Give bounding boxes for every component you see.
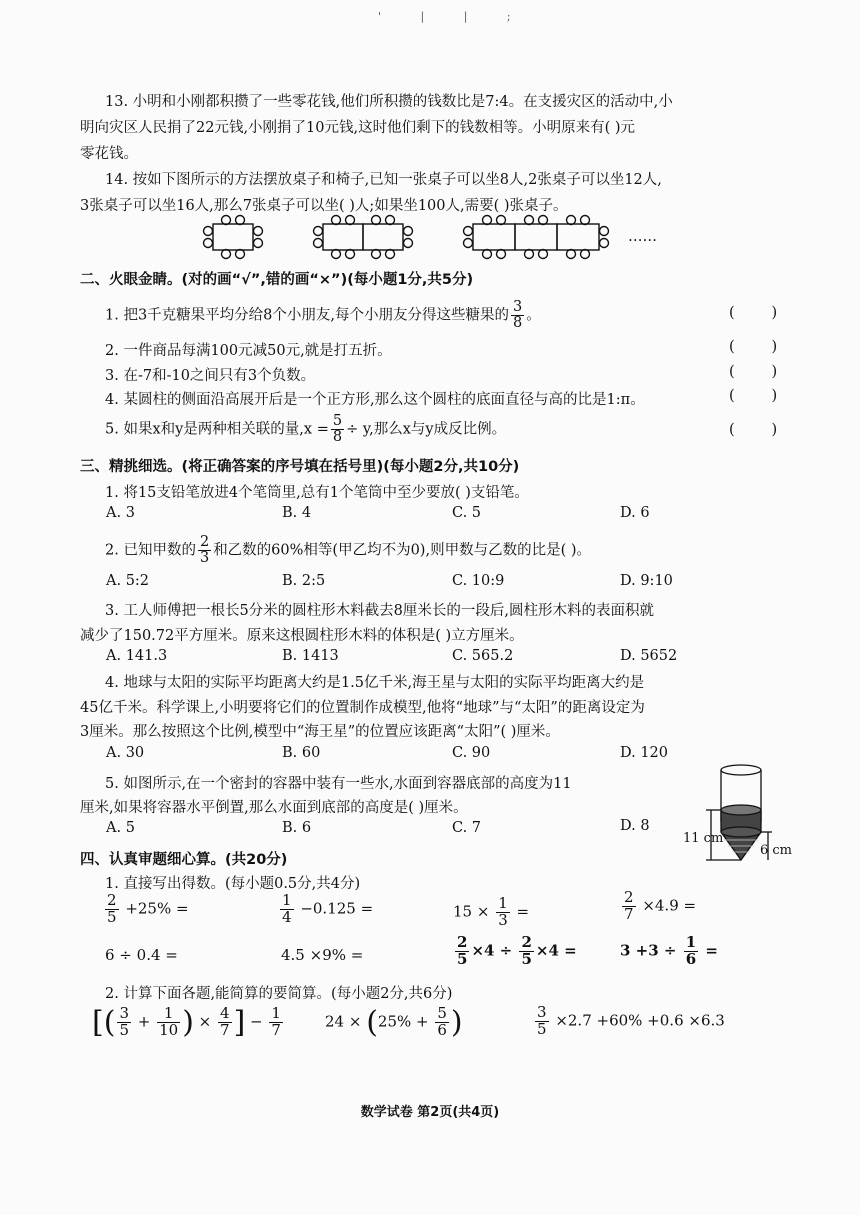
section4-title: 四、认真审题细心算。(共20分) <box>80 852 288 868</box>
option-c[interactable]: C. 565.2 <box>452 648 514 664</box>
fraction: $\frac{5}{8}$ <box>332 413 343 446</box>
option-d[interactable]: D. 120 <box>620 745 669 761</box>
expr-1: [( $\frac{3}{5}$ + $\frac{1}{10}$ ) × $\frac{4}{7}$ ] − $\frac{1}{7}$ <box>92 1004 281 1040</box>
calc-4: $\frac{2}{7}$ ×4.9 = <box>624 888 697 923</box>
expr-2: 24 × (25% + $\frac{5}{6}$ ) <box>325 1004 463 1040</box>
label-6cm: 6 cm <box>760 843 793 858</box>
option-b[interactable]: B. 4 <box>282 505 312 521</box>
label-11cm: 11 cm <box>683 831 724 846</box>
s3-q3-line2: 减少了150.72平方厘米。原来这根圆柱形木料的体积是( )立方厘米。 <box>80 628 524 644</box>
expr-3: $\frac{3}{5}$ ×2.7 +60% +0.6 ×6.3 <box>537 1003 725 1038</box>
q13-line2: 明向灾区人民捐了22元钱,小刚捐了10元钱,这时他们剩下的钱数相等。小明原来有( )元 <box>80 120 636 136</box>
container-figure <box>676 760 796 890</box>
page-footer: 数学试卷 第2页(共4页) <box>360 1105 500 1120</box>
answer-paren[interactable]: ( ) <box>729 364 778 380</box>
option-c[interactable]: C. 5 <box>452 505 482 521</box>
s3-q5-line1: 5. 如图所示,在一个密封的容器中装有一些水,水面到容器底部的高度为11 <box>105 776 572 792</box>
q13-line3: 零花钱。 <box>80 146 138 162</box>
s4-sub1: 1. 直接写出得数。(每小题0.5分,共4分) <box>105 876 361 892</box>
calc-6: 4.5 ×9% = <box>281 946 364 964</box>
calc-8: 3 +3 ÷ $\frac{1}{6}$ = <box>620 933 718 968</box>
calc-1: $\frac{2}{5}$ +25% = <box>107 891 189 926</box>
s3-q5-line2: 厘米,如果将容器水平倒置,那么水面到底部的高度是( )厘米。 <box>80 800 468 816</box>
s4-sub2: 2. 计算下面各题,能简算的要简算。(每小题2分,共6分) <box>105 986 453 1002</box>
option-b[interactable]: B. 60 <box>282 745 321 761</box>
tables-chairs-figure <box>195 214 675 262</box>
s3-q4-line3: 3厘米。那么按照这个比例,模型中“海王星”的位置应该距离“太阳”( )厘米。 <box>80 724 560 740</box>
option-a[interactable]: A. 30 <box>106 745 145 761</box>
top-marks: ' | | ; <box>378 10 529 23</box>
s2-item-2: 2. 一件商品每满100元减50元,就是打五折。 <box>105 343 392 359</box>
option-a[interactable]: A. 5:2 <box>106 573 150 589</box>
option-d[interactable]: D. 8 <box>620 818 650 834</box>
q14-line2: 3张桌子可以坐16人,那么7张桌子可以坐( )人;如果坐100人,需要( )张桌子。 <box>80 198 568 214</box>
calc-5: 6 ÷ 0.4 = <box>105 946 178 964</box>
s3-q1: 1. 将15支铅笔放进4个笔筒里,总有1个笔筒中至少要放( )支铅笔。 <box>105 485 529 501</box>
option-c[interactable]: C. 90 <box>452 745 491 761</box>
calc-2: $\frac{1}{4}$ −0.125 = <box>282 891 374 926</box>
answer-paren[interactable]: ( ) <box>729 388 778 404</box>
s2-item-3: 3. 在-7和-10之间只有3个负数。 <box>105 368 316 384</box>
section3-title: 三、精挑细选。(将正确答案的序号填在括号里)(每小题2分,共10分) <box>80 459 520 475</box>
answer-paren[interactable]: ( ) <box>729 305 778 321</box>
s2-item-5: 5. 如果x和y是两种相关联的量,x = $\frac{5}{8}$ ÷ y,那么x与y成反比例。 <box>105 413 507 446</box>
calc-3: 15 × $\frac{1}{3}$ = <box>453 894 530 929</box>
option-a[interactable]: A. 3 <box>106 505 135 521</box>
option-b[interactable]: B. 1413 <box>282 648 339 664</box>
option-d[interactable]: D. 5652 <box>620 648 678 664</box>
option-d[interactable]: D. 9:10 <box>620 573 673 589</box>
q13-line1: 13. 小明和小刚都积攒了一些零花钱,他们所积攒的钱数比是7:4。在支援灾区的活动中,小 <box>105 94 673 110</box>
option-a[interactable]: A. 5 <box>106 820 135 836</box>
s3-q4-line1: 4. 地球与太阳的实际平均距离大约是1.5亿千米,海王星与太阳的实际平均距离大约是 <box>105 675 645 691</box>
figure-ellipsis: …… <box>628 229 657 245</box>
s3-q4-line2: 45亿千米。科学课上,小明要将它们的位置制作成模型,他将“地球”与“太阳”的距离设定为 <box>80 700 645 716</box>
option-d[interactable]: D. 6 <box>620 505 650 521</box>
section2-title: 二、火眼金睛。(对的画“√”,错的画“×”)(每小题1分,共5分) <box>80 272 474 288</box>
option-b[interactable]: B. 6 <box>282 820 312 836</box>
s3-q3-line1: 3. 工人师傅把一根长5分米的圆柱形木料截去8厘米长的一段后,圆柱形木料的表面积就 <box>105 603 655 619</box>
q14-line1: 14. 按如下图所示的方法摆放桌子和椅子,已知一张桌子可以坐8人,2张桌子可以坐12人, <box>105 172 662 188</box>
table-1-1 <box>213 224 253 250</box>
option-c[interactable]: C. 7 <box>452 820 482 836</box>
s2-item-1: 1. 把3千克糖果平均分给8个小朋友,每个小朋友分得这些糖果的 $\frac{3}{8}$ 。 <box>105 299 541 332</box>
s2-item-4: 4. 某圆柱的侧面沿高展开后是一个正方形,那么这个圆柱的底面直径与高的比是1:π。 <box>105 392 645 408</box>
answer-paren[interactable]: ( ) <box>729 422 778 438</box>
option-c[interactable]: C. 10:9 <box>452 573 505 589</box>
fraction: $\frac{3}{8}$ <box>513 299 523 332</box>
answer-paren[interactable]: ( ) <box>729 339 778 355</box>
fraction: $\frac{2}{3}$ <box>199 534 210 567</box>
option-b[interactable]: B. 2:5 <box>282 573 326 589</box>
s3-q2: 2. 已知甲数的 $\frac{2}{3}$ 和乙数的60%相等(甲乙均不为0),则甲数与乙数的比是( )。 <box>105 534 591 567</box>
calc-7: $\frac{2}{5}$ ×4 ÷ $\frac{2}{5}$ ×4 = <box>457 933 577 968</box>
option-a[interactable]: A. 141.3 <box>106 648 168 664</box>
